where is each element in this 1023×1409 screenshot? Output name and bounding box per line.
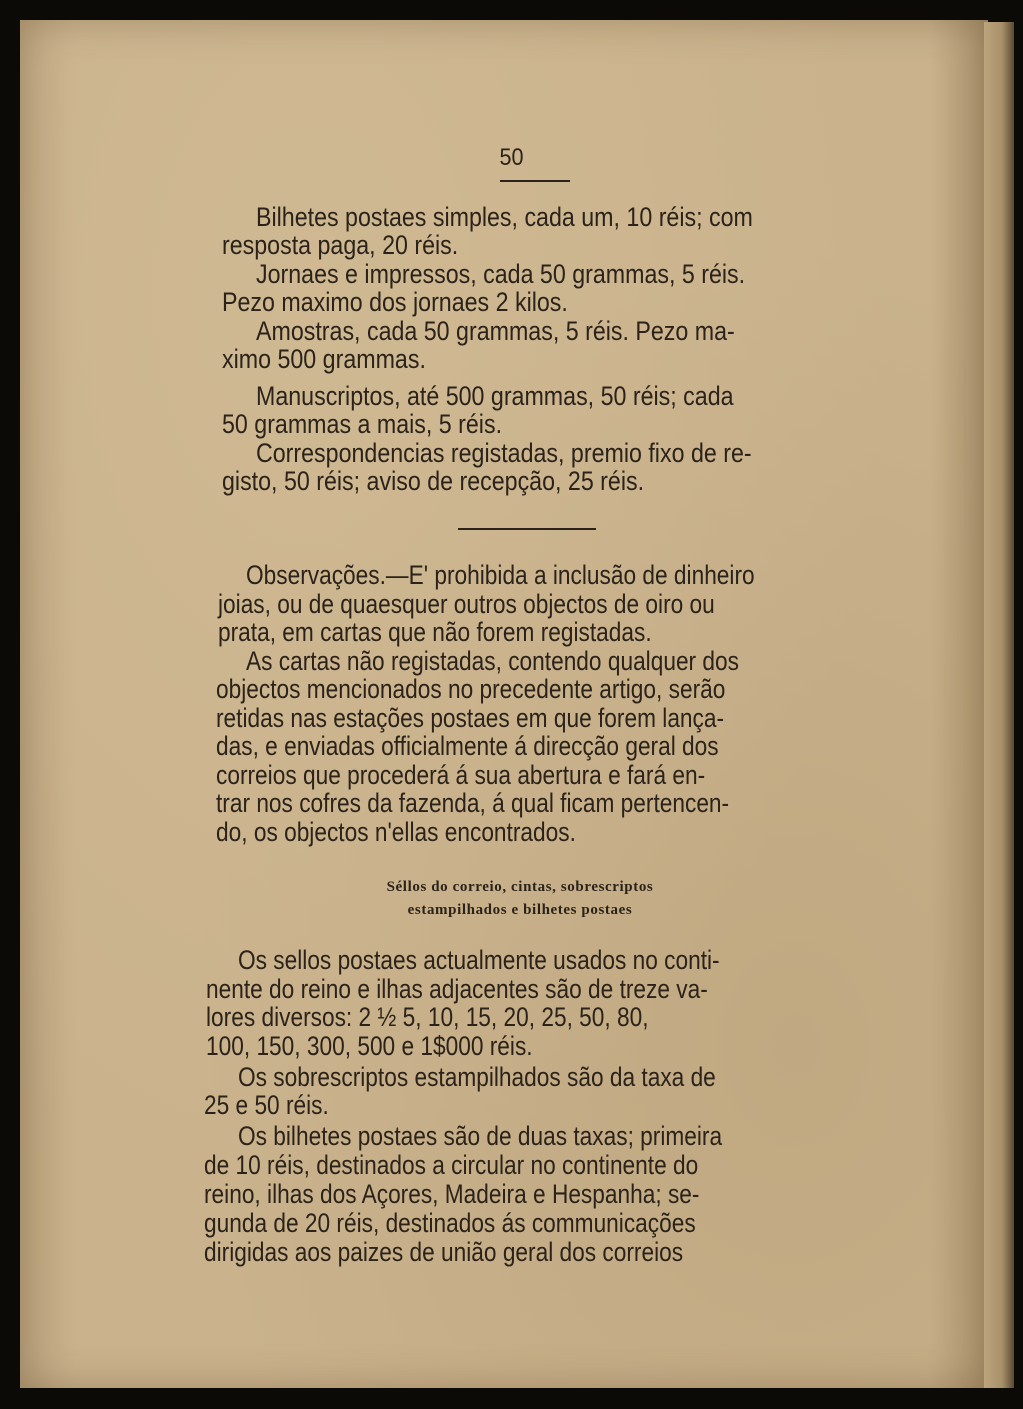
page-number-rule [500, 180, 570, 182]
text-line: ximo 500 grammas. [222, 344, 426, 374]
text-line: retidas nas estações postaes em que forem lança- [216, 703, 725, 733]
text-line: Correspondencias registadas, premio fixo de re- [256, 438, 752, 468]
text-line: lores diversos: 2 ½ 5, 10, 15, 20, 25, 50, 80, [206, 1002, 649, 1032]
text-line: gisto, 50 réis; aviso de recepção, 25 réis. [222, 466, 645, 496]
page-number: 50 [499, 144, 524, 171]
text-line: Pezo maximo dos jornaes 2 kilos. [222, 287, 568, 317]
text-line: Os sellos postaes actualmente usados no conti- [238, 945, 720, 975]
text-line: reino, ilhas dos Açores, Madeira e Hespanha; se- [204, 1179, 700, 1209]
text-line: correios que procederá á sua abertura e fará en- [216, 760, 706, 790]
text-line: objectos mencionados no precedente artigo, serão [216, 674, 726, 704]
text-line: de 10 réis, destinados a circular no continente do [204, 1150, 699, 1180]
text-line: Bilhetes postaes simples, cada um, 10 réis; com [256, 202, 753, 232]
page-edge [984, 22, 1014, 1388]
text-line: trar nos cofres da fazenda, á qual ficam pertencen- [216, 788, 730, 818]
section-heading-line-2: estampilhados e bilhetes postaes [407, 902, 633, 918]
text-line: 50 grammas a mais, 5 réis. [222, 409, 503, 439]
text-line: Os sobrescriptos estampilhados são da taxa de [238, 1062, 716, 1092]
text-line: Jornaes e impressos, cada 50 grammas, 5 réis. [256, 259, 746, 289]
section-divider [458, 528, 596, 530]
text-line: gunda de 20 réis, destinados ás communicações [204, 1208, 696, 1238]
text-line: prata, em cartas que não forem registadas. [218, 617, 652, 647]
text-line: joias, ou de quaesquer outros objectos de oiro ou [218, 589, 715, 619]
text-line: Manuscriptos, até 500 grammas, 50 réis; cada [256, 381, 734, 411]
text-line: Os bilhetes postaes são de duas taxas; primeira [238, 1121, 723, 1151]
text-line: Observações.—E' prohibida a inclusão de dinheiro [246, 560, 755, 590]
text-line: do, os objectos n'ellas encontrados. [216, 817, 576, 847]
text-line: 100, 150, 300, 500 e 1$000 réis. [206, 1031, 533, 1061]
text-line: As cartas não registadas, contendo qualquer dos [246, 646, 739, 676]
text-line: nente do reino e ilhas adjacentes são de treze va- [206, 974, 708, 1004]
text-line: 25 e 50 réis. [204, 1090, 329, 1120]
text-line: das, e enviadas officialmente á direcção geral dos [216, 731, 719, 761]
text-line: resposta paga, 20 réis. [222, 230, 459, 260]
text-line: dirigidas aos paizes de união geral dos correios [204, 1237, 684, 1267]
section-heading-line-1: Séllos do correio, cintas, sobrescriptos [386, 879, 654, 895]
text-line: Amostras, cada 50 grammas, 5 réis. Pezo ma- [256, 316, 735, 346]
